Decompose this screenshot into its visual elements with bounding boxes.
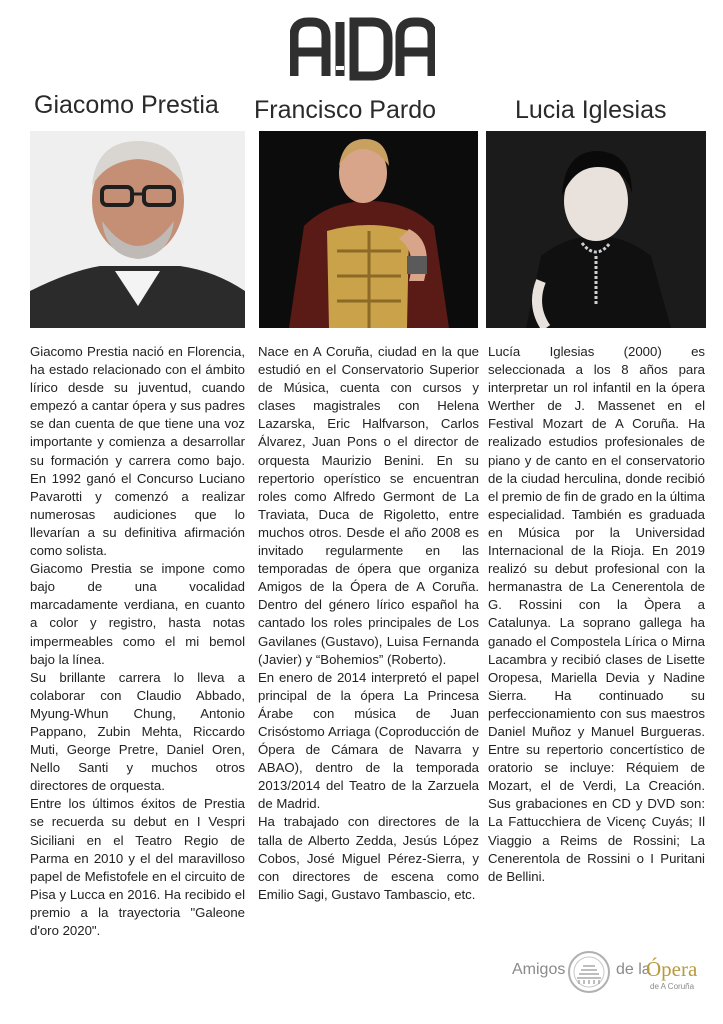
bio-paragraph: Su brillante carrera lo lleva a colaborar con Claudio Abbado, Myung-Whun Chung, Antonio Pappano, Zubin Mehta, Riccardo Muti, George Pretre, Daniel Oren, Nello Santi y muchos otros directores de orquesta. (30, 669, 245, 794)
photo-prestia (30, 131, 245, 328)
singer-name-iglesias: Lucia Iglesias (515, 96, 667, 124)
bio-paragraph: Giacomo Prestia se impone como bajo de una vocalidad marcadamente verdiana, en cuanto a color y registro, hasta notas impermeables como el mi bemol bajo la línea. (30, 561, 245, 667)
aida-logo (290, 14, 435, 82)
amigos-opera-logo (512, 948, 702, 1000)
portrait-man-armor-icon (259, 131, 478, 328)
bio-prestia (30, 343, 245, 940)
bio-paragraph: Lucía Iglesias (2000) es seleccionada a los 8 años para interpretar un rol infantil en la ópera Werther de J. Massenet en el Festival Mozart de A Coruña. Ha realizado estudios profesionales de piano y de canto en el conservatorio de la ciudad herculina, donde recibió el premio de fin de grado en la última especialidad. También es graduada en Música por la Universidad Internacional de la Rioja. En 2019 realizó su debut profesional con la hermanastra de La Cenerentola de G. Rossini con la Òpera a Catalunya. La soprano gallega ha ganado el Compostela Lírica o Mirna Lacambra y recibió clases de Lisette Oropesa, Mariella Devia y Nadine Sierra. Ha continuado su perfeccionamiento con sus maestros Daniel Muñoz y Manuel Burgueras. Entre su repertorio concertístico de oratorio se incluye: Réquiem de Mozart, el de Verdi, La Creación. Sus grabaciones en CD y DVD son: La Fattucchiera de Vicenç Cuyás; Il Viaggio a Reims de Rossini; La Cenerentola de Rossini o I Puritani de Bellini. (488, 344, 705, 884)
portrait-woman-necklace-icon (486, 131, 706, 328)
bio-paragraph: Nace en A Coruña, ciudad en la que estudió en el Conservatorio Superior de Música, cuenta con cursos y clases magistrales con Helena Lazarska, Eric Halfvarson, Carlos Álvarez, Juan Pons o el director de orquesta Maurizio Benini. En su repertorio operístico se encuentran roles como Alfredo Germont de La Traviata, Duca de Rigoletto, entre muchos otros. Desde el año 2008 es invitado regularmente en las temporadas de ópera que organiza Amigos de la Ópera de A Coruña. Dentro del género lírico español ha cantado los roles principales de Los Gavilanes (Gustavo), Luisa Fernanda (Javier) y “Bohemios” (Roberto). (258, 344, 479, 667)
singer-name-pardo: Francisco Pardo (254, 96, 437, 124)
aida-logo-graphic (290, 14, 435, 82)
logo-de-la-text: de la (616, 961, 651, 978)
logo-opera-text: Ópera (646, 957, 698, 981)
bio-paragraph: Entre los últimos éxitos de Prestia se recuerda su debut en I Vespri Siciliani en el Teatro Regio de Parma en 2010 y el del maravilloso papel de Mefistofele en el circuito de Pisa y Lucca en 2016. Ha recibido el premio a la trayectoria "Galeone d'oro 2020". (30, 796, 245, 938)
singer-name-prestia: Giacomo Prestia (34, 91, 219, 119)
photo-iglesias (486, 131, 706, 328)
bio-paragraph: Giacomo Prestia nació en Florencia, ha estado relacionado con el ámbito lírico desde su juventud, cuando empezó a cantar ópera y sus padres se dan cuenta de que tiene una voz importante y comienza a desarrollar su formación y carrera como bajo. En 1992 ganó el Concurso Luciano Pavarotti y comenzó a realizar numerosas audiciones que lo llevarían a su definitiva afirmación como solista. (30, 344, 245, 559)
logo-amigos-text: Amigos (512, 961, 566, 978)
bio-paragraph: Ha trabajado con directores de la talla de Alberto Zedda, Jesús López Cobos, José Miguel Pérez-Sierra, y con directores de escena como Emilio Sagi, Gustavo Tambascio, etc. (258, 814, 479, 902)
theatre-emblem-icon (567, 950, 611, 994)
bio-pardo (258, 343, 479, 904)
bio-paragraph: En enero de 2014 interpretó el papel principal de la ópera La Princesa Árabe con música de Juan Crisóstomo Arriaga (Coproducción de Ópera de Cámara de Navarra y ABAO), dentro de la temporada 2013/2014 del Teatro de la Zarzuela de Madrid. (258, 669, 479, 812)
logo-coruna-text: de A Coruña (650, 982, 695, 991)
bio-iglesias (488, 343, 705, 886)
portrait-man-glasses-icon (30, 131, 245, 328)
photo-pardo (259, 131, 478, 328)
